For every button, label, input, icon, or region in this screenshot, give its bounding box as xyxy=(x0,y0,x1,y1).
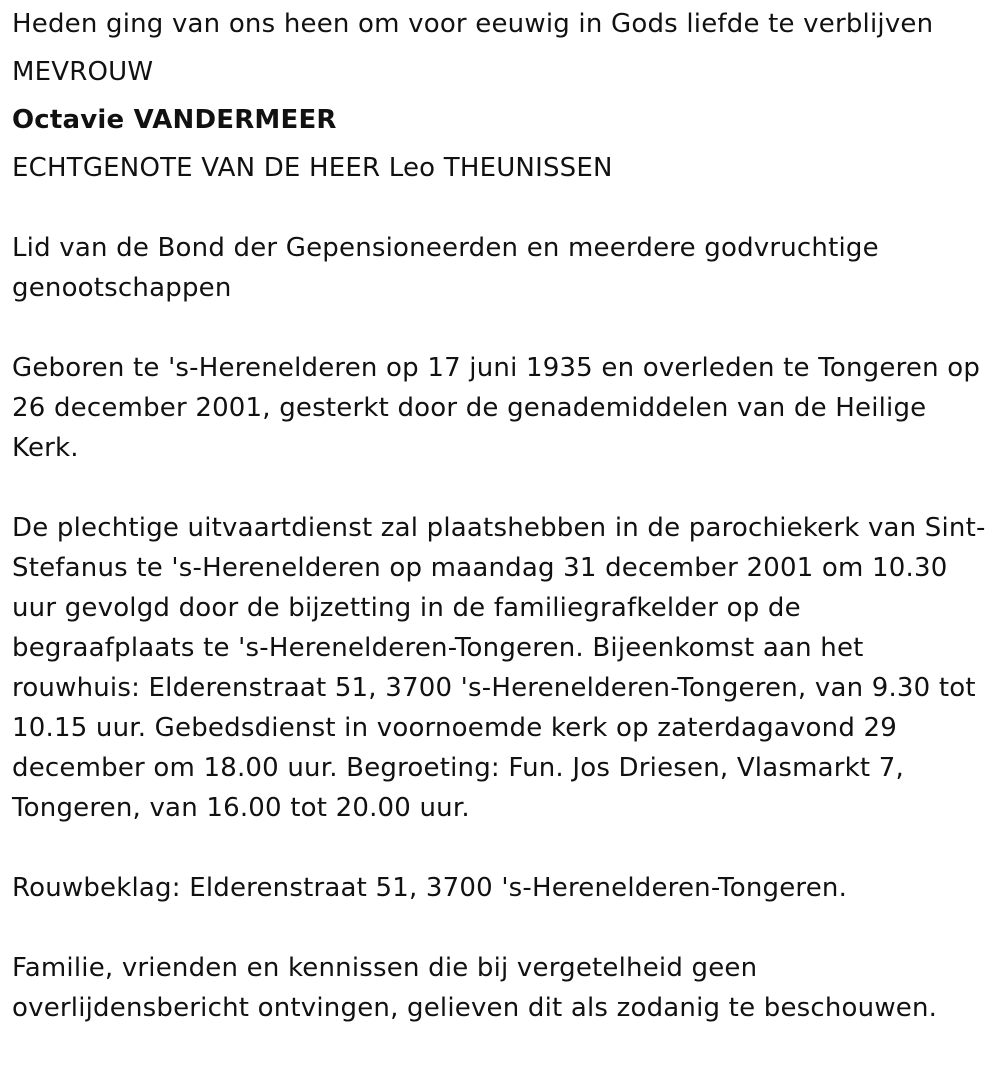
obituary-notice xyxy=(12,4,987,1028)
honorific-title: MEVROUW xyxy=(12,57,154,87)
deceased-name: Octavie VANDERMEER xyxy=(12,105,337,135)
intro-line: Heden ging van ons heen om voor eeuwig in Gods liefde te verblijven xyxy=(12,9,934,39)
membership-paragraph: Lid van de Bond der Gepensioneerden en meerdere godvruchtige genootschappen xyxy=(12,233,879,303)
birth-death-paragraph: Geboren te 's-Herenelderen op 17 juni 1935 en overleden te Tongeren op 26 december 2001, gesterkt door de genademiddelen van de Heilige Kerk. xyxy=(12,353,981,463)
funeral-paragraph: De plechtige uitvaartdienst zal plaatshebben in de parochiekerk van Sint-Stefanus te 's-Herenelderen op maandag 31 december 2001 om 10.30 uur gevolgd door de bijzetting in de familiegrafkelder op de begraafplaats te 's-Herenelderen-Tongeren. Bijeenkomst aan het rouwhuis: Elderenstraat 51, 3700 's-Herenelderen-Tongeren, van 9.30 tot 10.15 uur. Gebedsdienst in voornoemde kerk op zaterdagavond 29 december om 18.00 uur. Begroeting: Fun. Jos Driesen, Vlasmarkt 7, Tongeren, van 16.00 tot 20.00 uur. xyxy=(12,513,986,823)
spouse-line: ECHTGENOTE VAN DE HEER Leo THEUNISSEN xyxy=(12,153,613,183)
condolences-paragraph: Rouwbeklag: Elderenstraat 51, 3700 's-Herenelderen-Tongeren. xyxy=(12,873,848,903)
closing-paragraph: Familie, vrienden en kennissen die bij vergetelheid geen overlijdensbericht ontvingen, gelieven dit als zodanig te beschouwen. xyxy=(12,953,938,1023)
